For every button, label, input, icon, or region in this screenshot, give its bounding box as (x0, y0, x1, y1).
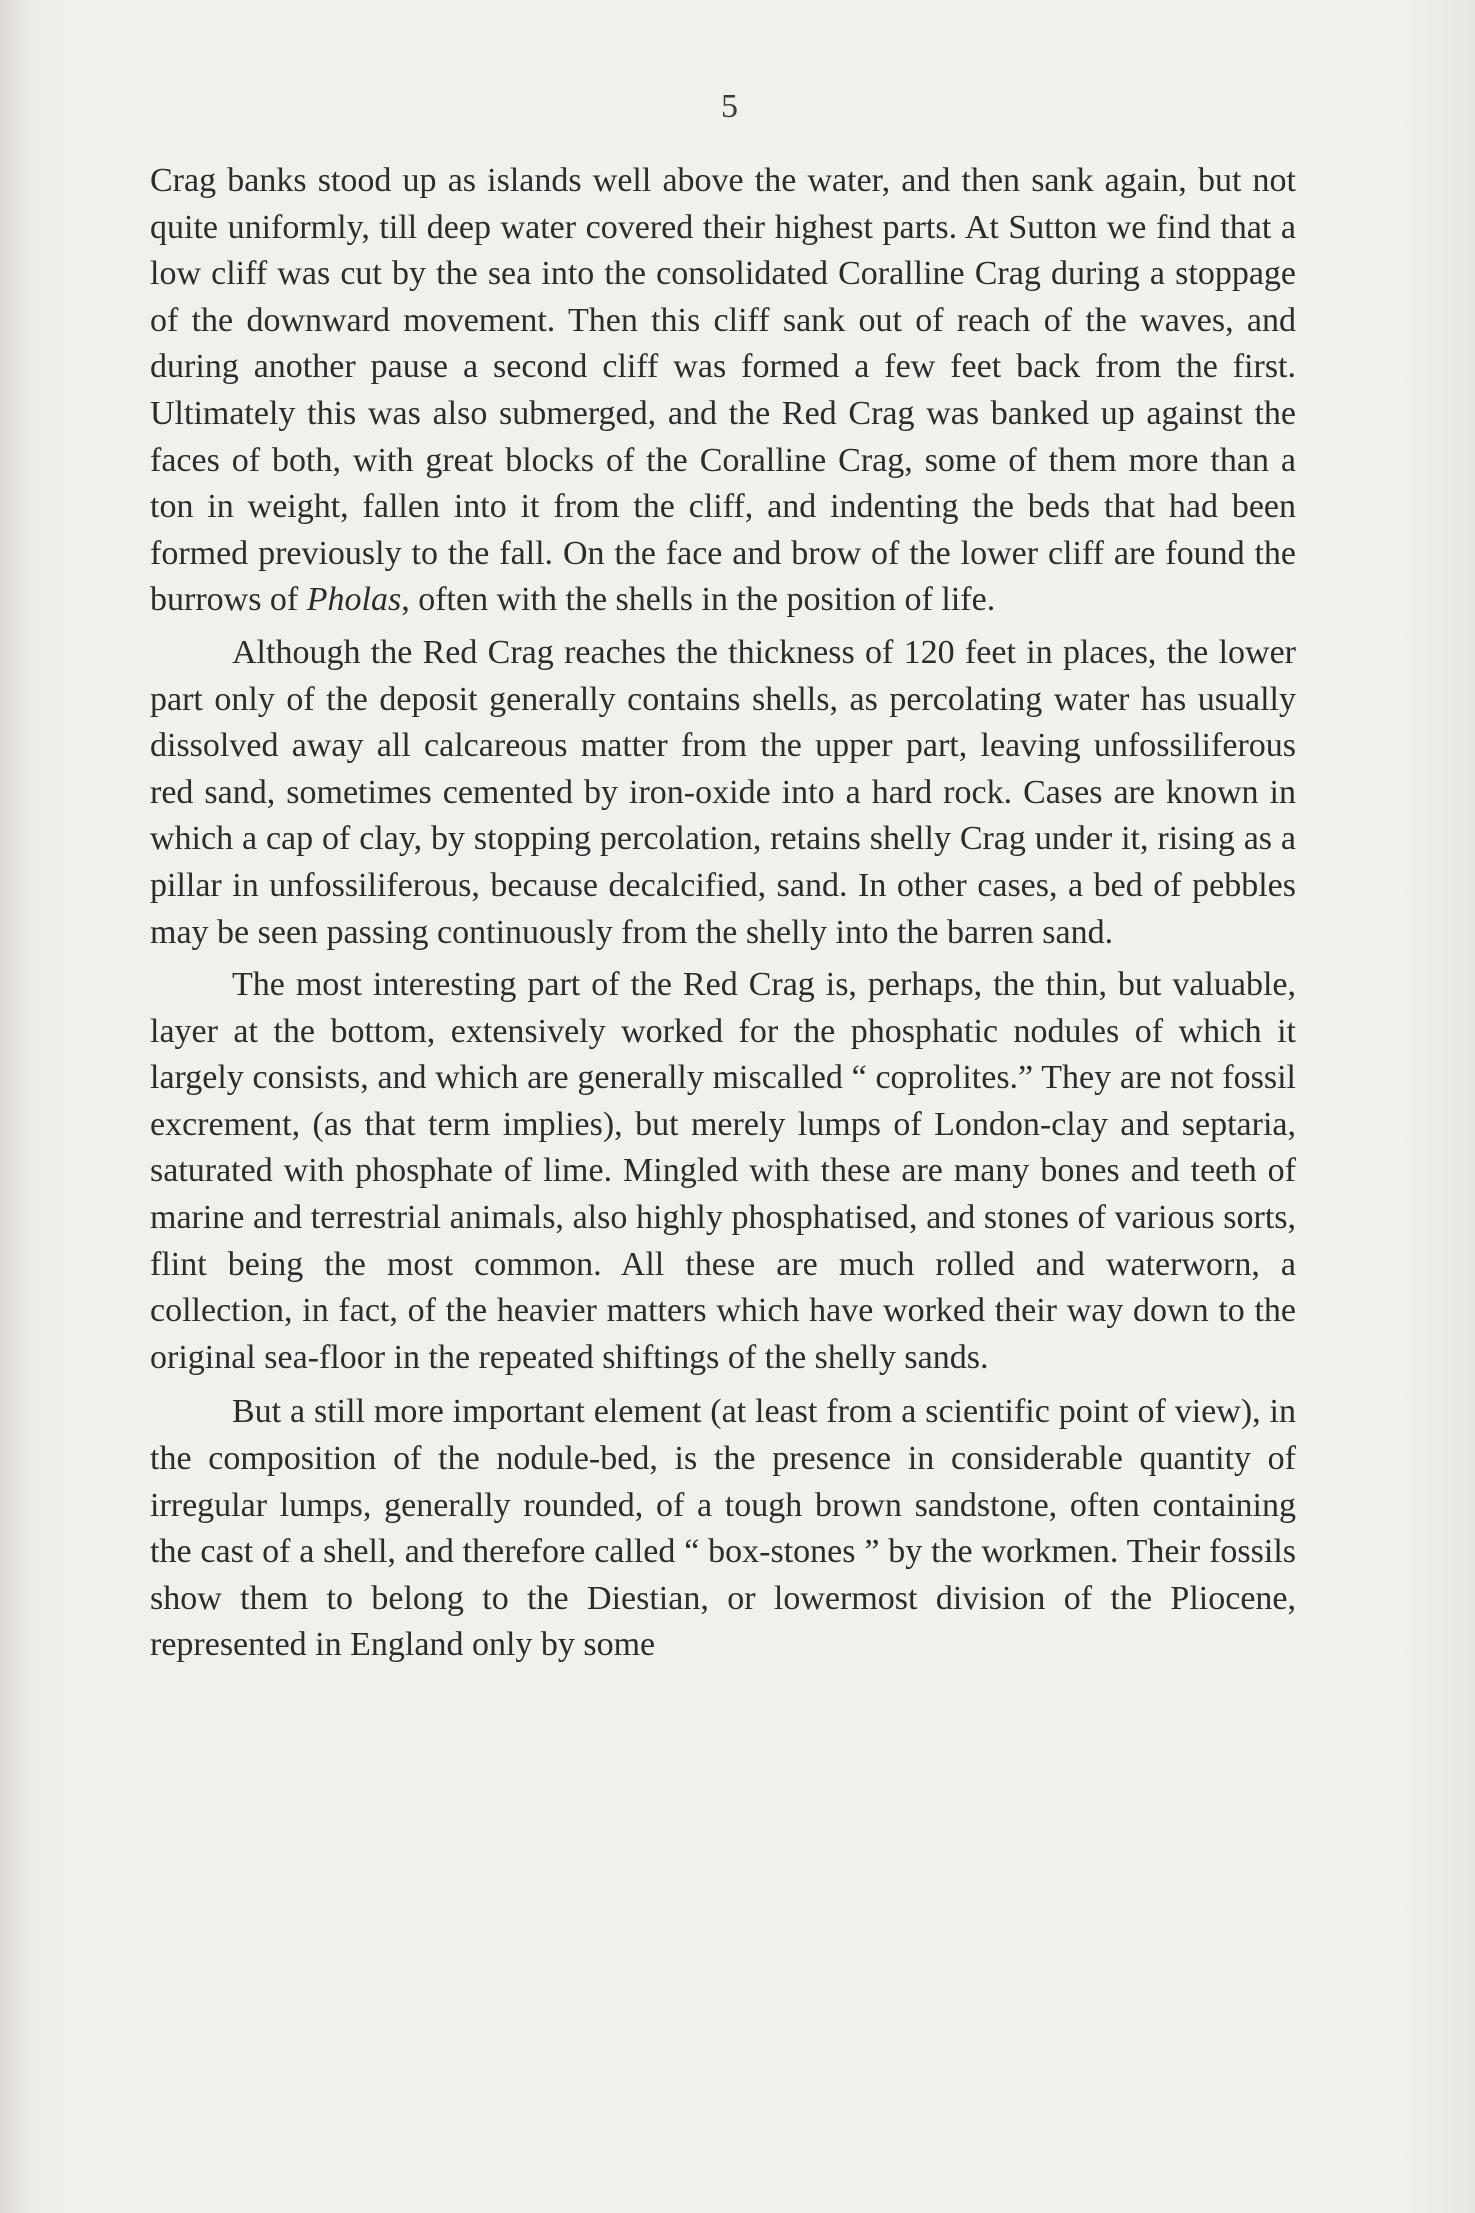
paragraph-1-text-start: Crag banks stood up as islands well above the water, and then sank again, but not quite uniformly, till deep water covered their highest parts. At Sutton we find that a low cliff was cut by the sea into the consolidated Coralline Crag during a stoppage of the downward movement. Then this cliff sank out of reach of the waves, and during another pause a second cliff was formed a few feet back from the first. Ultimately this was also submerged, and the Red Crag was banked up against the faces of both, with great blocks of the Coralline Crag, some of them more than a ton in weight, fallen into it from the cliff, and indenting the beds that had been formed previously to the fall. On the face and brow of the lower cliff are found the burrows of (150, 162, 1296, 619)
paragraph-2: Although the Red Crag reaches the thickness of 120 feet in places, the lower part only of the deposit generally contains shells, as percolating water has usually dissolved away all calcareous matter from the upper part, leaving unfossiliferous red sand, sometimes cemented by iron-oxide into a hard rock. Cases are known in which a cap of clay, by stopping percolation, retains shelly Crag under it, rising as a pillar in unfossiliferous, because decalcified, sand. In other cases, a bed of pebbles may be seen passing continuously from the shelly into the barren sand. (150, 633, 1296, 951)
paragraph-4: But a still more important element (at least from a scientific point of view), in the composition of the nodule-bed, is the presence in considerable quantity of irregular lumps, generally rounded, of a tough brown sandstone, often containing the cast of a shell, and therefore called “ box-stones ” by the workmen. Their fossils show them to belong to the Diestian, or lowermost division of the Pliocene, represented in England only by some (150, 1393, 1296, 1664)
body-text (150, 158, 1296, 1669)
paragraph-1-text-end: , often with the shells in the position of life. (401, 581, 996, 619)
paragraph-3: The most interesting part of the Red Crag is, perhaps, the thin, but valuable, layer at the bottom, extensively worked for the phosphatic nodules of which it largely consists, and which are generally miscalled “ coprolites.” They are not fossil excrement, (as that term implies), but merely lumps of London-clay and septaria, saturated with phosphate of lime. Mingled with these are many bones and teeth of marine and terrestrial animals, also highly phosphatised, and stones of various sorts, flint being the most common. All these are much rolled and waterworn, a collection, in fact, of the heavier matters which have worked their way down to the original sea-floor in the repeated shiftings of the shelly sands. (150, 966, 1296, 1376)
page-number: 5 (721, 88, 738, 125)
paragraph-1-italic-term: Pholas (306, 581, 402, 619)
paragraph-1 (150, 158, 1296, 624)
